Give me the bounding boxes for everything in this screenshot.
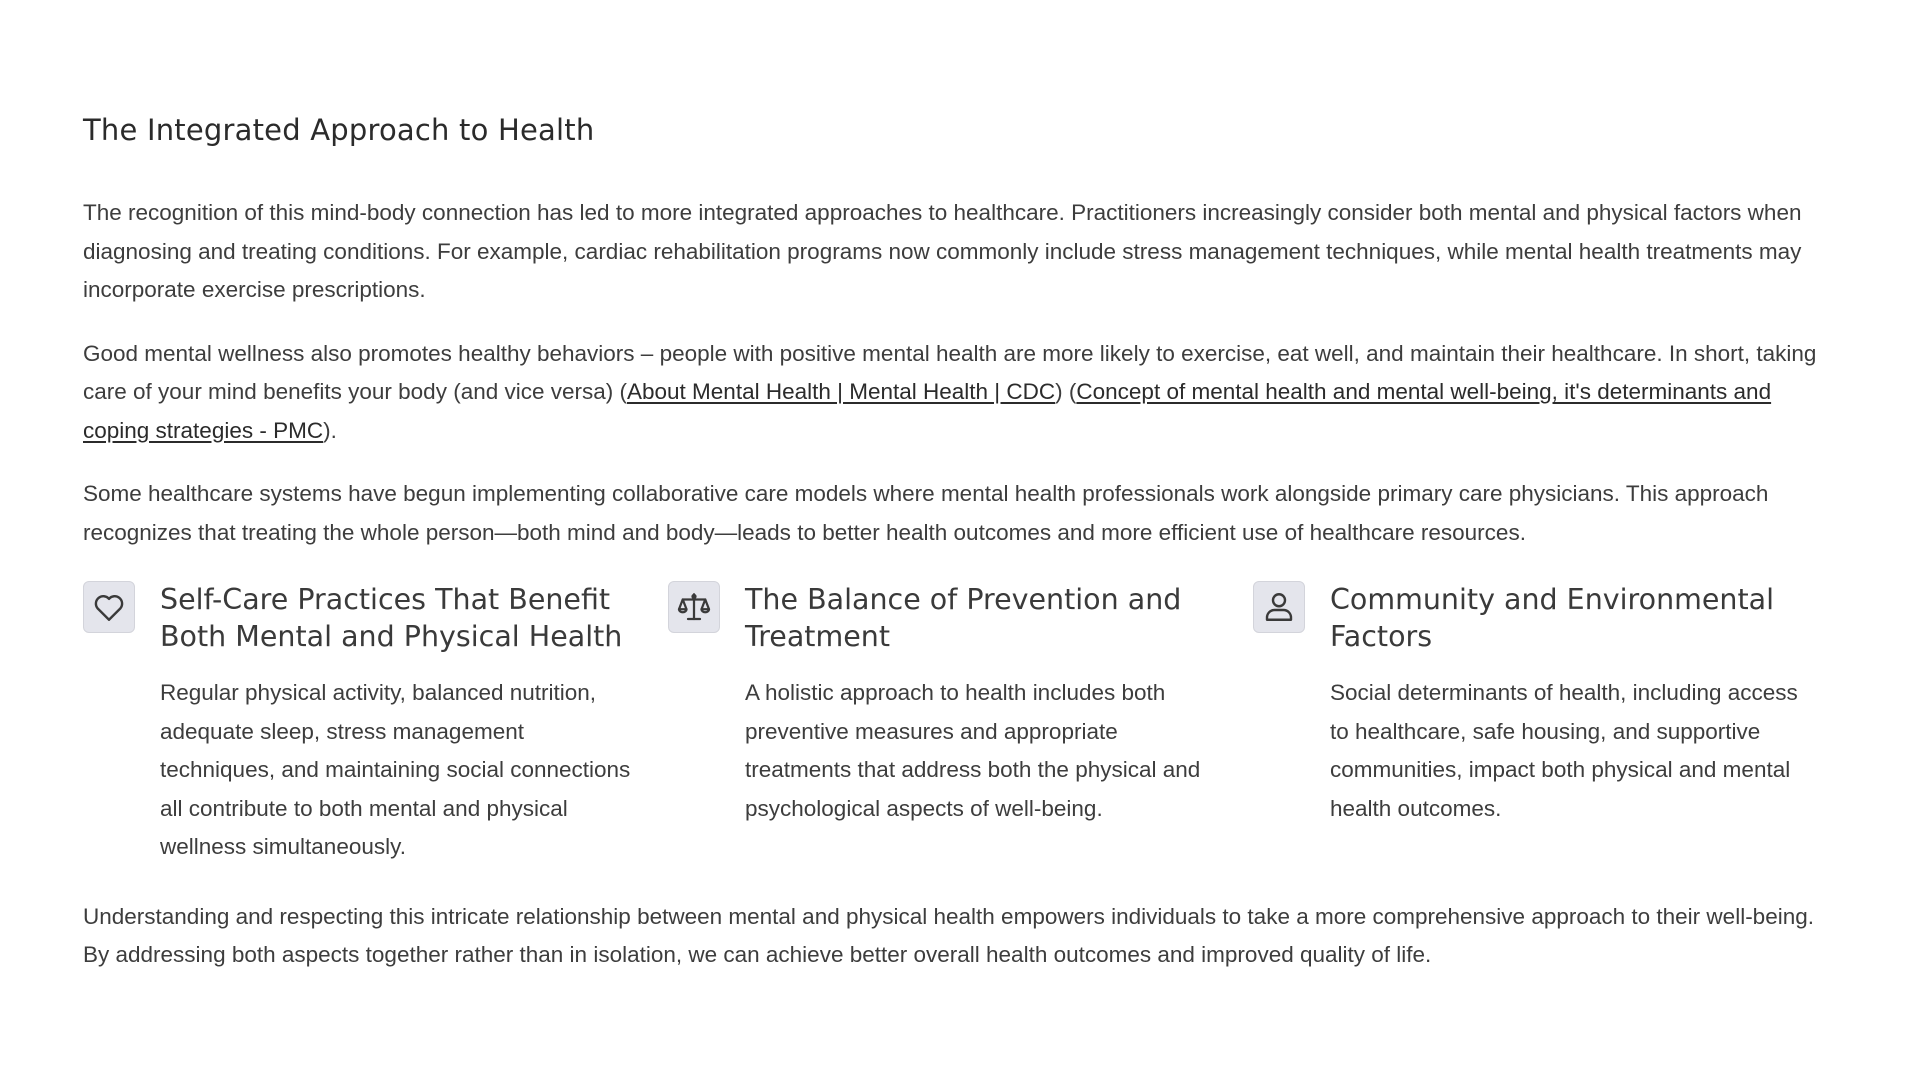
card-text: A holistic approach to health includes both preventive measures and appropriate treatments that address both the physical and psychological aspects of well-being. [745,680,1201,821]
cdc-source-link[interactable]: About Mental Health | Mental Health | CDC [627,379,1056,404]
card-title: Community and Environmental Factors [1330,583,1775,653]
paragraph-integrated-approaches: The recognition of this mind-body connection has led to more integrated approaches to healthcare. Practitioners increasingly consider both mental and physical factors when diagnosing and treating conditions. For example, cardiac rehabilitation programs now commonly include stress management techniques, while mental health treatments may incorporate exercise prescriptions. [83,200,1802,302]
paragraph-text: Good mental wellness also promotes healthy behaviors – people with positive mental health are more likely to exercise, eat well, and maintain their healthcare. In short, taking care of your mind benefits your body (and vice versa) ( [83,340,1817,404]
pmc-source-link[interactable]: Concept of mental health and mental well-being, it's determinants and coping strategies - PMC [83,379,1772,443]
card-text: Social determinants of health, including access to healthcare, safe housing, and supportive communities, impact both physical and mental health outcomes. [1330,680,1798,821]
paragraph-collaborative-care: Some healthcare systems have begun implementing collaborative care models where mental health professionals work alongside primary care physicians. This approach recognizes that treating the whole person—both mind and body—leads to better health outcomes and more efficient use of healthcare resources. [83,481,1769,545]
card-prevention-treatment [668,581,1253,867]
scale-icon [668,581,720,633]
paragraph-text: ) ( [1055,379,1077,404]
card-community [1253,581,1838,867]
paragraph-conclusion: Understanding and respecting this intricate relationship between mental and physical health empowers individuals to take a more comprehensive approach to their well-being. By addressing both aspects together rather than in isolation, we can achieve better overall health outcomes and improved quality of life. [83,903,1814,967]
card-body [160,581,645,867]
paragraph-text: ). [323,417,337,443]
paragraph-mental-wellness [83,335,1838,451]
card-title: Self-Care Practices That Benefit Both Mental and Physical Health [160,583,623,653]
section-title: The Integrated Approach to Health [83,113,595,147]
feature-cards [83,581,1838,867]
card-text: Regular physical activity, balanced nutrition, adequate sleep, stress management techniques, and maintaining social connections all contribute to both mental and physical wellness simultaneously. [160,680,631,859]
card-body [1330,581,1815,828]
heart-icon [83,581,135,633]
person-icon [1253,581,1305,633]
card-body [745,581,1230,828]
card-self-care [83,581,668,867]
card-title: The Balance of Prevention and Treatment [745,583,1182,653]
